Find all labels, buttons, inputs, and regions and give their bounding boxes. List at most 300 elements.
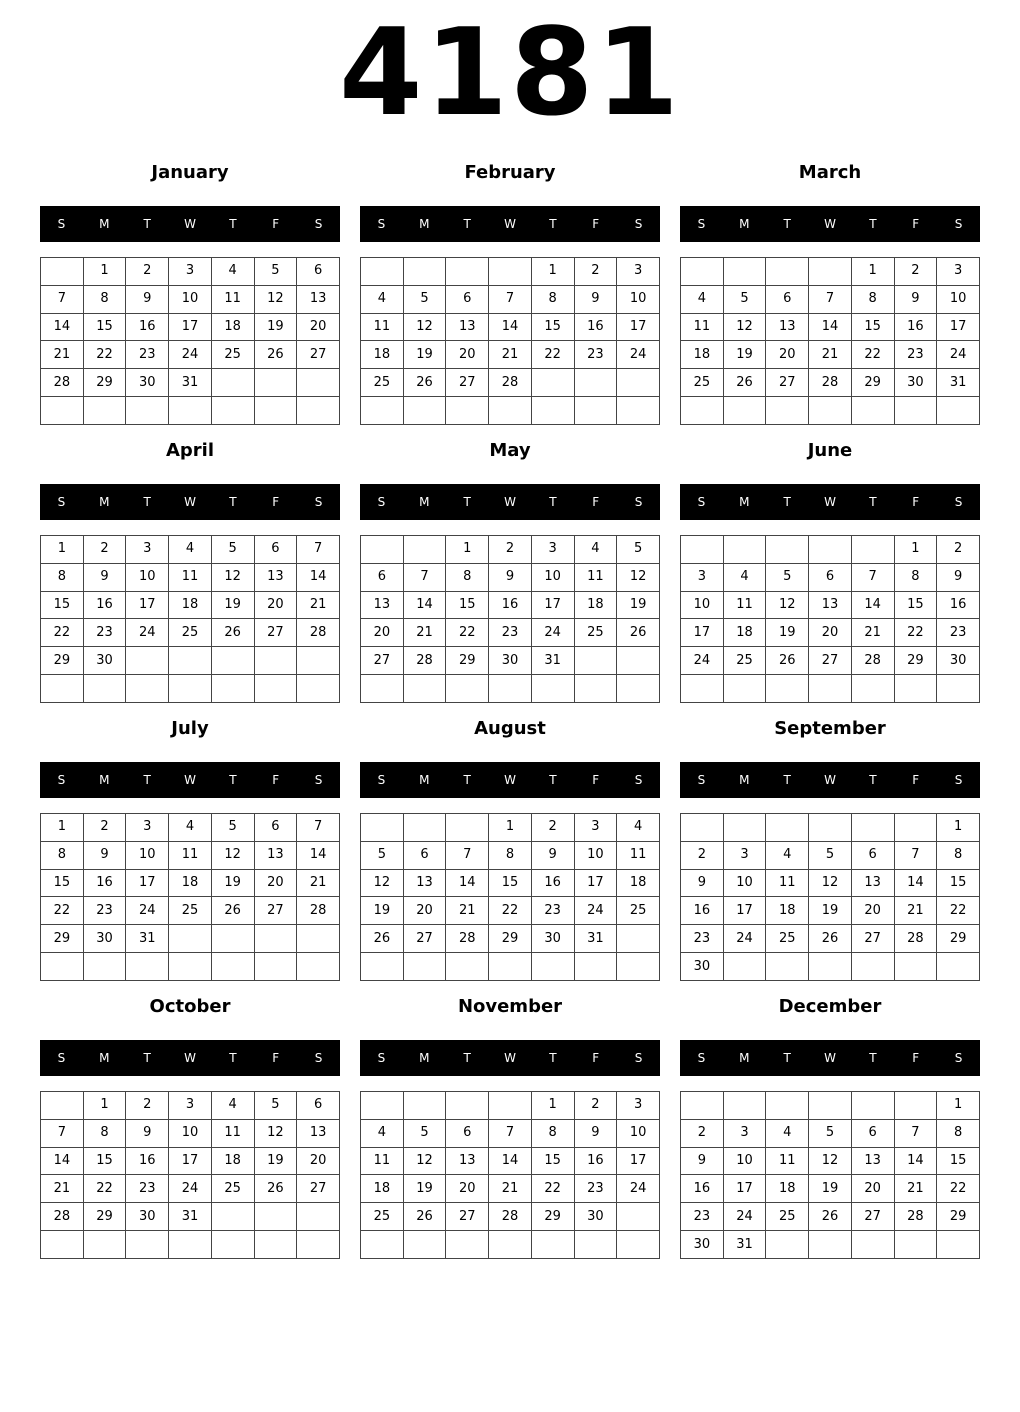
day-cell [297, 1231, 340, 1259]
day-cell: 9 [83, 841, 126, 869]
day-cell: 11 [169, 841, 212, 869]
day-cell [403, 536, 446, 564]
day-cell: 14 [809, 313, 852, 341]
weekday-label: W [824, 773, 836, 787]
day-cell: 8 [937, 1119, 980, 1147]
day-cell: 14 [41, 1147, 84, 1175]
day-cell: 12 [403, 313, 446, 341]
day-cell: 27 [254, 619, 297, 647]
day-cell: 12 [254, 1119, 297, 1147]
day-cell: 9 [894, 285, 937, 313]
weekday-label: T [229, 495, 237, 509]
day-cell [211, 647, 254, 675]
week-row [681, 953, 980, 981]
day-cell: 16 [574, 1147, 617, 1175]
weekday-label: T [463, 1051, 471, 1065]
day-cell: 7 [489, 1119, 532, 1147]
day-cell: 18 [681, 341, 724, 369]
day-cell [254, 647, 297, 675]
week-row [681, 647, 980, 675]
day-cell: 5 [617, 536, 660, 564]
day-cell [41, 675, 84, 703]
day-grid [40, 813, 340, 981]
day-cell [41, 258, 84, 286]
day-cell [723, 258, 766, 286]
day-cell [766, 814, 809, 842]
week-row [361, 897, 660, 925]
day-cell: 27 [809, 647, 852, 675]
weekday-label: S [57, 1051, 66, 1065]
day-cell: 29 [894, 647, 937, 675]
day-cell: 11 [361, 1147, 404, 1175]
weekday-label: T [869, 495, 877, 509]
day-cell: 14 [297, 841, 340, 869]
week-row [681, 1175, 980, 1203]
day-grid [680, 535, 980, 703]
day-cell: 25 [211, 1175, 254, 1203]
day-cell [531, 369, 574, 397]
day-cell: 11 [169, 563, 212, 591]
weekday-label: T [783, 773, 791, 787]
day-cell: 31 [723, 1231, 766, 1259]
day-cell [681, 258, 724, 286]
week-row [681, 1231, 980, 1259]
day-cell: 26 [809, 1203, 852, 1231]
day-cell: 28 [446, 925, 489, 953]
day-cell [126, 397, 169, 425]
day-cell: 2 [126, 258, 169, 286]
week-row [361, 1231, 660, 1259]
day-cell: 10 [937, 285, 980, 313]
day-cell: 13 [851, 869, 894, 897]
weekday-header [40, 206, 340, 242]
day-cell [723, 1092, 766, 1120]
day-cell: 30 [489, 647, 532, 675]
day-cell: 21 [809, 341, 852, 369]
day-cell: 5 [361, 841, 404, 869]
day-cell: 12 [723, 313, 766, 341]
day-cell: 2 [937, 536, 980, 564]
day-cell: 14 [894, 1147, 937, 1175]
day-cell: 2 [83, 814, 126, 842]
day-cell: 6 [446, 285, 489, 313]
day-cell: 19 [617, 591, 660, 619]
day-cell [254, 925, 297, 953]
month-march [680, 160, 980, 430]
day-cell [894, 397, 937, 425]
day-cell [681, 675, 724, 703]
weekday-label: W [824, 217, 836, 231]
day-cell: 21 [297, 591, 340, 619]
week-row [41, 1092, 340, 1120]
day-cell: 20 [446, 341, 489, 369]
day-cell: 23 [894, 341, 937, 369]
week-row [681, 1092, 980, 1120]
day-grid [360, 813, 660, 981]
month-april [40, 438, 340, 708]
day-cell: 18 [169, 869, 212, 897]
weekday-label: F [272, 217, 280, 231]
day-cell [403, 1092, 446, 1120]
day-cell: 25 [681, 369, 724, 397]
weekday-label: F [272, 1051, 280, 1065]
day-cell: 25 [766, 925, 809, 953]
day-cell: 24 [574, 897, 617, 925]
day-cell: 22 [894, 619, 937, 647]
week-row [41, 285, 340, 313]
day-cell: 10 [617, 1119, 660, 1147]
day-cell [766, 397, 809, 425]
day-cell: 2 [531, 814, 574, 842]
day-cell: 3 [723, 1119, 766, 1147]
day-cell [361, 814, 404, 842]
day-cell: 16 [894, 313, 937, 341]
weekday-header [360, 1040, 660, 1076]
day-cell: 3 [937, 258, 980, 286]
day-cell: 10 [723, 1147, 766, 1175]
day-cell: 20 [766, 341, 809, 369]
weekday-label: T [463, 495, 471, 509]
day-cell: 24 [169, 341, 212, 369]
week-row [41, 675, 340, 703]
day-cell: 14 [446, 869, 489, 897]
day-cell: 26 [361, 925, 404, 953]
day-cell [403, 397, 446, 425]
day-cell [403, 814, 446, 842]
day-cell: 9 [531, 841, 574, 869]
month-july [40, 716, 340, 986]
day-grid [360, 257, 660, 425]
day-cell [574, 397, 617, 425]
day-cell [403, 1231, 446, 1259]
day-cell: 31 [169, 1203, 212, 1231]
day-cell: 9 [489, 563, 532, 591]
day-cell: 27 [297, 341, 340, 369]
week-row [361, 285, 660, 313]
day-cell [83, 397, 126, 425]
day-cell: 7 [894, 1119, 937, 1147]
day-cell [297, 369, 340, 397]
day-cell: 21 [41, 1175, 84, 1203]
day-cell [809, 397, 852, 425]
month-name: February [464, 162, 556, 183]
day-cell [574, 953, 617, 981]
day-cell [809, 675, 852, 703]
day-cell [617, 925, 660, 953]
day-cell: 26 [723, 369, 766, 397]
weekday-label: M [739, 1051, 750, 1065]
day-cell: 31 [126, 925, 169, 953]
day-cell: 6 [297, 1092, 340, 1120]
weekday-label: S [57, 217, 66, 231]
day-cell: 26 [403, 1203, 446, 1231]
day-cell [894, 1231, 937, 1259]
day-cell: 18 [361, 1175, 404, 1203]
day-cell: 15 [894, 591, 937, 619]
day-cell: 16 [937, 591, 980, 619]
day-cell: 28 [894, 1203, 937, 1231]
day-cell: 24 [681, 647, 724, 675]
week-row [41, 369, 340, 397]
weekday-header [40, 1040, 340, 1076]
day-cell [809, 536, 852, 564]
day-cell: 3 [126, 814, 169, 842]
day-cell: 3 [169, 258, 212, 286]
day-cell: 17 [681, 619, 724, 647]
day-cell [403, 258, 446, 286]
day-cell [489, 1092, 532, 1120]
weekday-label: M [419, 773, 430, 787]
day-cell [446, 397, 489, 425]
day-grid [680, 257, 980, 425]
day-cell [126, 1231, 169, 1259]
day-cell: 17 [126, 869, 169, 897]
weekday-label: T [229, 1051, 237, 1065]
day-cell: 10 [617, 285, 660, 313]
week-row [361, 313, 660, 341]
day-cell: 18 [361, 341, 404, 369]
day-cell: 5 [211, 814, 254, 842]
month-name: September [774, 718, 886, 739]
day-cell: 21 [446, 897, 489, 925]
weekday-label: W [184, 773, 196, 787]
day-cell: 8 [894, 563, 937, 591]
day-cell [574, 647, 617, 675]
month-may [360, 438, 660, 708]
day-cell: 20 [851, 897, 894, 925]
week-row [681, 591, 980, 619]
day-cell: 1 [446, 536, 489, 564]
week-row [361, 369, 660, 397]
weekday-label: S [377, 495, 386, 509]
week-row [41, 619, 340, 647]
day-cell [446, 1231, 489, 1259]
day-cell [681, 536, 724, 564]
weekday-label: S [377, 1051, 386, 1065]
day-cell: 30 [574, 1203, 617, 1231]
day-cell: 12 [254, 285, 297, 313]
day-cell [574, 369, 617, 397]
day-cell: 24 [126, 897, 169, 925]
day-cell: 1 [83, 258, 126, 286]
day-cell [531, 397, 574, 425]
week-row [41, 841, 340, 869]
day-cell: 20 [254, 591, 297, 619]
day-cell [361, 1092, 404, 1120]
day-cell [681, 397, 724, 425]
day-cell: 14 [489, 1147, 532, 1175]
day-cell [766, 258, 809, 286]
day-cell [723, 814, 766, 842]
day-cell: 13 [297, 285, 340, 313]
weekday-label: S [57, 773, 66, 787]
weekday-label: F [592, 773, 600, 787]
day-cell: 20 [254, 869, 297, 897]
weekday-label: F [912, 773, 920, 787]
day-cell [766, 953, 809, 981]
day-cell: 4 [766, 1119, 809, 1147]
week-row [361, 647, 660, 675]
week-row [681, 563, 980, 591]
day-cell: 13 [361, 591, 404, 619]
day-cell: 26 [254, 341, 297, 369]
weekday-label: W [824, 495, 836, 509]
day-cell [617, 647, 660, 675]
day-cell: 27 [361, 647, 404, 675]
week-row [41, 536, 340, 564]
week-row [681, 619, 980, 647]
week-row [681, 897, 980, 925]
weekday-label: T [143, 217, 151, 231]
day-cell: 9 [83, 563, 126, 591]
month-february [360, 160, 660, 430]
day-cell: 2 [681, 841, 724, 869]
day-cell: 17 [531, 591, 574, 619]
weekday-label: S [57, 495, 66, 509]
day-cell: 17 [723, 897, 766, 925]
month-name: August [474, 718, 546, 739]
day-cell: 26 [254, 1175, 297, 1203]
day-cell: 25 [211, 341, 254, 369]
day-cell [937, 953, 980, 981]
day-cell: 16 [126, 313, 169, 341]
day-cell: 23 [126, 1175, 169, 1203]
day-cell: 19 [254, 1147, 297, 1175]
day-cell: 25 [361, 369, 404, 397]
day-cell: 6 [403, 841, 446, 869]
day-cell: 12 [809, 869, 852, 897]
weekday-label: M [99, 1051, 110, 1065]
day-cell: 10 [531, 563, 574, 591]
day-cell: 3 [617, 1092, 660, 1120]
day-cell: 19 [254, 313, 297, 341]
weekday-header [360, 762, 660, 798]
week-row [361, 397, 660, 425]
day-cell: 21 [894, 1175, 937, 1203]
weekday-label: T [869, 773, 877, 787]
weekday-label: T [869, 217, 877, 231]
day-cell: 11 [211, 1119, 254, 1147]
day-cell: 21 [41, 341, 84, 369]
month-name: November [457, 996, 563, 1017]
day-cell: 12 [211, 563, 254, 591]
week-row [681, 369, 980, 397]
month-name: October [149, 996, 231, 1017]
day-cell [83, 953, 126, 981]
day-cell: 20 [403, 897, 446, 925]
month-june [680, 438, 980, 708]
day-cell [489, 675, 532, 703]
day-cell [851, 675, 894, 703]
day-cell: 9 [126, 285, 169, 313]
day-cell: 8 [41, 563, 84, 591]
day-grid [40, 1091, 340, 1259]
day-cell: 28 [403, 647, 446, 675]
day-cell: 10 [126, 841, 169, 869]
day-cell: 8 [937, 841, 980, 869]
weekday-label: F [272, 495, 280, 509]
day-cell: 22 [489, 897, 532, 925]
day-cell: 4 [766, 841, 809, 869]
day-cell [809, 1092, 852, 1120]
day-cell: 9 [574, 285, 617, 313]
day-cell: 19 [403, 1175, 446, 1203]
day-cell: 23 [574, 1175, 617, 1203]
day-cell [169, 675, 212, 703]
day-cell: 26 [211, 619, 254, 647]
day-grid [680, 813, 980, 981]
weekday-label: T [549, 217, 557, 231]
month-name: May [489, 440, 531, 461]
day-cell: 29 [83, 369, 126, 397]
day-cell: 30 [126, 1203, 169, 1231]
day-cell: 4 [361, 285, 404, 313]
day-grid [680, 1091, 980, 1259]
day-cell: 5 [766, 563, 809, 591]
day-cell [617, 953, 660, 981]
day-cell [361, 675, 404, 703]
day-cell [41, 1092, 84, 1120]
day-cell [297, 675, 340, 703]
day-cell: 6 [809, 563, 852, 591]
day-grid [40, 535, 340, 703]
weekday-label: F [592, 495, 600, 509]
day-cell: 25 [361, 1203, 404, 1231]
day-cell: 13 [446, 1147, 489, 1175]
weekday-label: S [697, 1051, 706, 1065]
day-cell: 2 [681, 1119, 724, 1147]
week-row [361, 814, 660, 842]
weekday-label: T [229, 773, 237, 787]
weekday-header [40, 484, 340, 520]
week-row [681, 258, 980, 286]
day-cell: 23 [126, 341, 169, 369]
day-cell: 6 [851, 1119, 894, 1147]
day-cell: 1 [489, 814, 532, 842]
day-cell: 24 [723, 1203, 766, 1231]
day-cell: 22 [937, 1175, 980, 1203]
weekday-label: S [377, 773, 386, 787]
day-cell [254, 1231, 297, 1259]
week-row [361, 1203, 660, 1231]
weekday-label: F [272, 773, 280, 787]
day-cell: 8 [446, 563, 489, 591]
day-cell: 30 [83, 925, 126, 953]
week-row [41, 647, 340, 675]
day-cell [809, 953, 852, 981]
day-cell: 19 [723, 341, 766, 369]
week-row [41, 925, 340, 953]
day-cell: 15 [489, 869, 532, 897]
day-cell: 20 [361, 619, 404, 647]
day-cell: 7 [41, 1119, 84, 1147]
day-cell [446, 675, 489, 703]
week-row [41, 397, 340, 425]
day-cell: 3 [574, 814, 617, 842]
day-cell: 5 [254, 258, 297, 286]
day-cell: 1 [41, 814, 84, 842]
week-row [681, 397, 980, 425]
day-cell [617, 369, 660, 397]
day-cell: 3 [617, 258, 660, 286]
weekday-label: W [504, 773, 516, 787]
week-row [41, 897, 340, 925]
weekday-label: F [912, 1051, 920, 1065]
weekday-label: W [504, 217, 516, 231]
day-cell: 31 [169, 369, 212, 397]
day-cell: 10 [126, 563, 169, 591]
day-cell: 13 [297, 1119, 340, 1147]
